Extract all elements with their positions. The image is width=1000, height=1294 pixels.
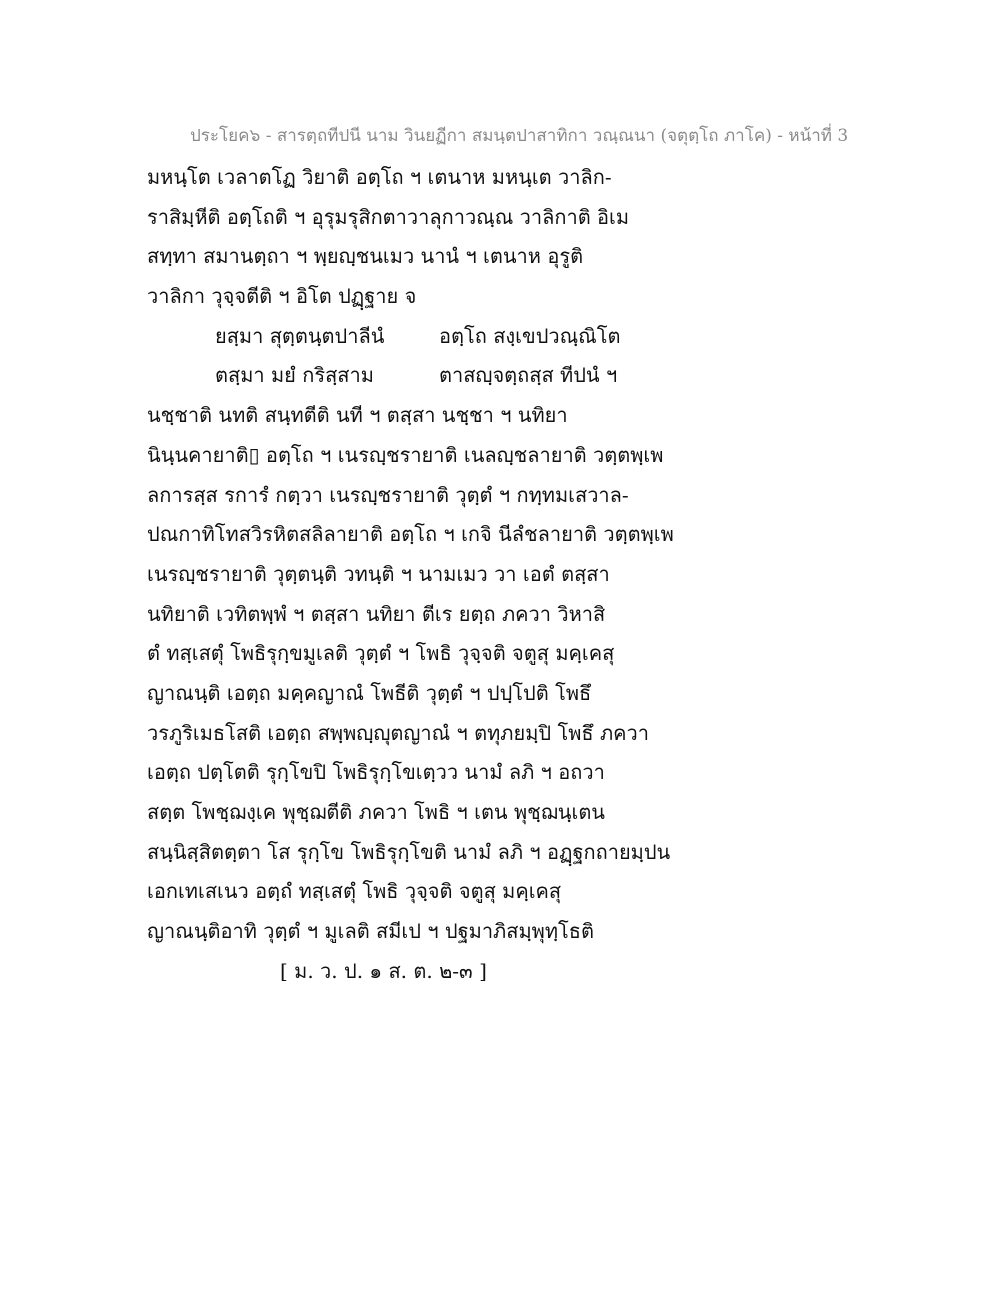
text-line: นชฺชาติ นทติ สนฺทตีติ นที ฯ ตสฺสา นชฺชา ฯ นทิยา	[147, 403, 568, 428]
text-line: สทฺทา สมานตฺถา ฯ พฺยญฺชนเมว นานํ ฯ เตนาห อุรูติ	[147, 244, 584, 269]
verse-second-half: อตฺโถ สงฺเขปวณฺณิโต	[439, 323, 621, 348]
source-reference: [ ม. ว. ป. ๑ ส. ต. ๒-๓ ]	[280, 958, 487, 983]
text-line: ตํ ทสฺเสตุํ โพธิรุกฺขมูเลติ วุตฺตํ ฯ โพธิ วุจฺจติ จตูสุ มคฺเคสุ	[147, 641, 615, 666]
text-line: ลการสฺส รการํ กตฺวา เนรญฺชรายาติ วุตฺตํ ฯ กทฺทมเสวาล-	[147, 482, 629, 507]
text-line: วรภูริเมธโสติ เอตฺถ สพฺพญฺญุตญาณํ ฯ ตทุภยมฺปิ โพธึ ภควา	[147, 720, 649, 745]
verse-first-half: ตสฺมา มยํ กริสฺสาม	[215, 363, 374, 388]
text-line: วาลิกา วุจฺจตีติ ฯ อิโต ปฏฺฐาย จ	[147, 284, 417, 309]
page-header: ประโยค๖ - สารตฺถทีปนี นาม วินยฏีกา สมนฺตปาสาทิกา วณฺณนา (จตุตฺโถ ภาโค) - หน้าที่ 3	[190, 126, 849, 146]
text-line: มหนฺโต เวลาตโฏ วิยาติ อตฺโถ ฯ เตนาห มหนฺเต วาลิก-	[147, 165, 612, 189]
text-line: เอกเทเสเนว อตฺถํ ทสฺเสตุํ โพธิ วุจฺจติ จตูสุ มคฺเคสุ	[147, 879, 562, 904]
text-line: สตฺต โพชฺฌงฺเค พุชฺฌตีติ ภควา โพธิ ฯ เตน พุชฺฌนฺเตน	[147, 800, 605, 824]
text-line: ราสิมฺหีติ อตฺโถติ ฯ อุรุมรุสิกตาวาลุกาวณฺณ วาลิกาติ อิเม	[147, 204, 630, 229]
body-text	[147, 158, 847, 991]
text-line: เนรญฺชรายาติ วุตฺตนฺติ วทนฺติ ฯ นามเมว วา เอตํ ตสฺสา	[147, 561, 610, 586]
text-line: นินฺนคายาติ▯ อตฺโถ ฯ เนรญฺชรายาติ เนลญฺชลายาติ วตฺตพฺเพ	[147, 442, 664, 467]
text-line: ญาณนฺติ เอตฺถ มคฺคญาณํ โพธีติ วุตฺตํ ฯ ปปฺโปติ โพธึ	[147, 680, 592, 705]
verse-line	[147, 356, 847, 396]
verse-first-half: ยสฺมา สุตฺตนฺตปาลีนํ	[215, 323, 385, 348]
text-line: นทิยาติ เวทิตพฺพํ ฯ ตสฺสา นทิยา ตีเร ยตฺถ ภควา วิหาสิ	[147, 601, 606, 626]
text-line: ปณกาทิโทสวิรหิตสลิลายาติ อตฺโถ ฯ เกจิ นีลํชลายาติ วตฺตพฺเพ	[147, 522, 674, 547]
verse-line	[147, 317, 847, 357]
verse-second-half: ตาสญฺจตฺถสฺส ทีปนํ ฯ	[439, 363, 618, 388]
text-line: ญาณนฺติอาทิ วุตฺตํ ฯ มูเลติ สมีเป ฯ ปฐมาภิสมฺพุทฺโธติ	[147, 919, 594, 944]
text-line: เอตฺถ ปตฺโตติ รุกฺโขปิ โพธิรุกฺโขเตฺวว นามํ ลภิ ฯ อถวา	[147, 760, 605, 785]
text-line: สนฺนิสฺสิตตฺตา โส รุกฺโข โพธิรุกฺโขติ นามํ ลภิ ฯ อฏฺฐกถายมฺปน	[147, 839, 671, 864]
